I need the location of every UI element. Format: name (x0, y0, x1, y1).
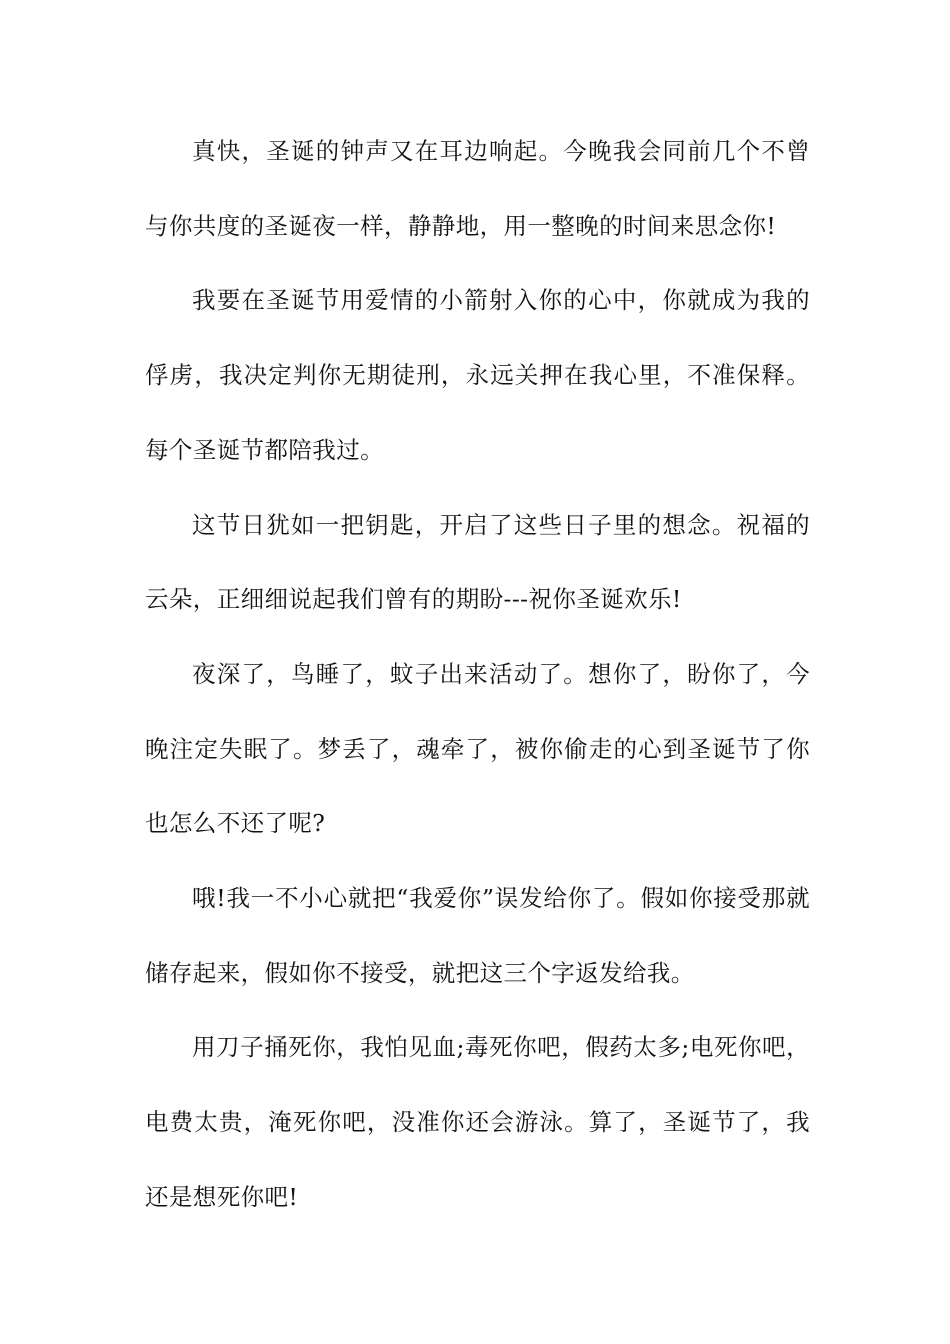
paragraph-4: 夜深了，鸟睡了，蚊子出来活动了。想你了，盼你了，今晚注定失眠了。梦丢了，魂牵了，被你偷走的心到圣诞节了你也怎么不还了呢? (145, 659, 810, 838)
paragraph-1: 真快，圣诞的钟声又在耳边响起。今晚我会同前几个不曾与你共度的圣诞夜一样，静静地，用一整晚的时间来思念你! (145, 137, 810, 240)
document-body (145, 114, 810, 1235)
paragraph-2: 我要在圣诞节用爱情的小箭射入你的心中，你就成为我的俘虏，我决定判你无期徒刑，永远关押在我心里，不准保释。每个圣诞节都陪我过。 (145, 286, 810, 464)
paragraph-6: 用刀子捅死你，我怕见血;毒死你吧，假药太多;电死你吧，电费太贵，淹死你吧，没准你还会游泳。算了，圣诞节了，我还是想死你吧! (145, 1033, 810, 1211)
paragraph-3: 这节日犹如一把钥匙，开启了这些日子里的想念。祝福的云朵，正细细说起我们曾有的期盼---祝你圣诞欢乐! (145, 510, 810, 614)
paragraph-5: 哦!我一不小心就把“我爱你”误发给你了。假如你接受那就储存起来，假如你不接受，就把这三个字返发给我。 (145, 884, 810, 987)
